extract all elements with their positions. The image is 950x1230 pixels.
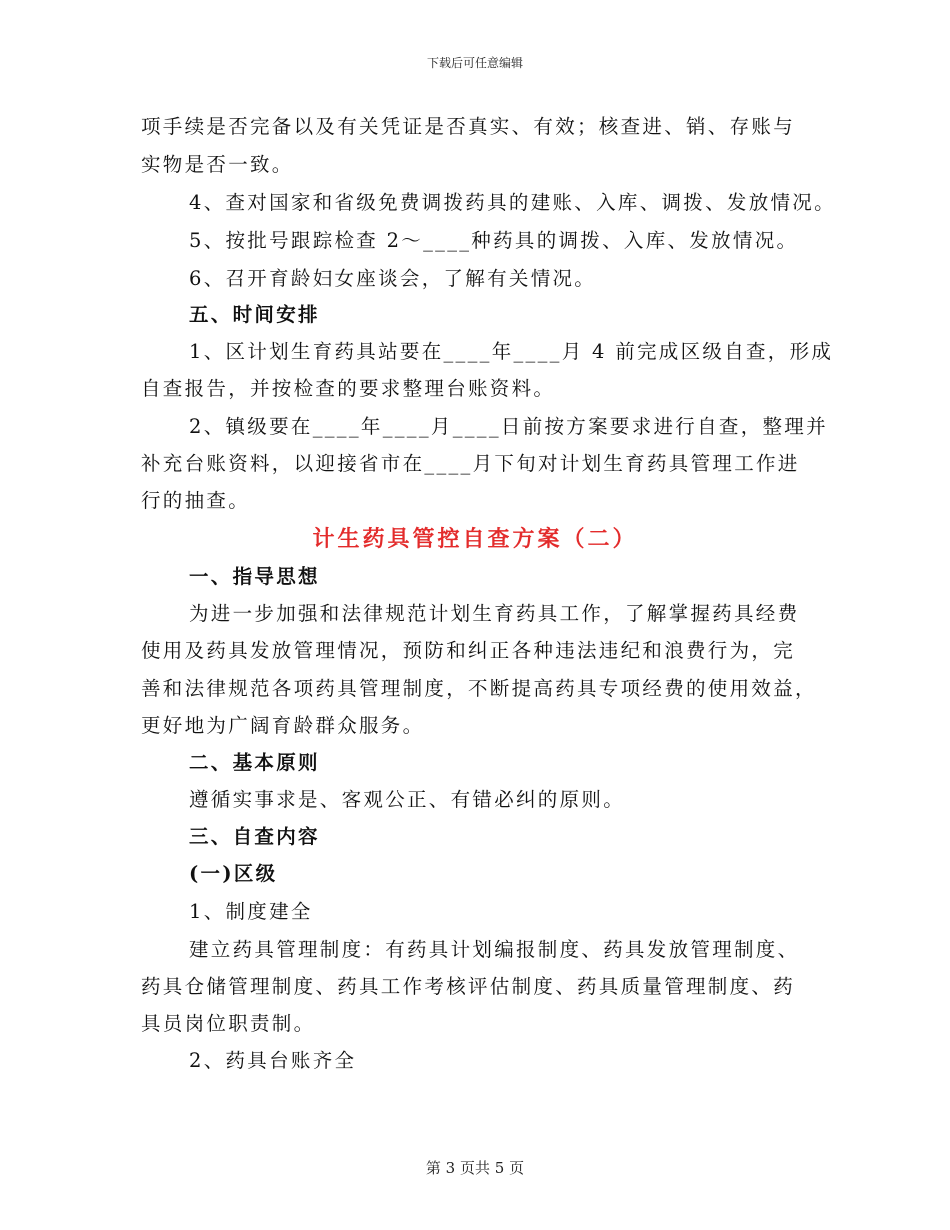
paragraph-line: 善和法律规范各项药具管理制度，不断提高药具专项经费的使用效益，	[141, 677, 817, 700]
paragraph-line: 更好地为广阔育龄群众服务。	[141, 714, 425, 737]
paragraph-line: 为进一步加强和法律规范计划生育药具工作，了解掌握药具经费	[189, 602, 800, 625]
list-item: 1、制度建全	[189, 900, 313, 923]
document-title: 计生药具管控自查方案（二）	[312, 526, 638, 552]
list-item: 4、查对国家和省级免费调拨药具的建账、入库、调拨、发放情况。	[189, 191, 836, 214]
paragraph-line: 自查报告，并按检查的要求整理台账资料。	[141, 377, 556, 400]
paragraph-line: 建立药具管理制度：有药具计划编报制度、药具发放管理制度、	[189, 938, 800, 961]
paragraph-line: 使用及药具发放管理情况，预防和纠正各种违法违纪和浪费行为，完	[141, 639, 796, 662]
paragraph-line: 行的抽查。	[141, 489, 251, 512]
section-heading: 五、时间安排	[189, 303, 320, 326]
paragraph-line: 药具仓储管理制度、药具工作考核评估制度、药具质量管理制度、药	[141, 975, 796, 998]
paragraph-line: 实物是否一致。	[141, 153, 294, 176]
subsection-heading: (一)区级	[189, 862, 278, 885]
page-header: 下载后可任意编辑	[426, 56, 523, 70]
page-footer: 第 3 页共 5 页	[425, 1159, 525, 1177]
list-item: 6、召开育龄妇女座谈会，了解有关情况。	[189, 267, 597, 290]
paragraph-line: 补充台账资料，以迎接省市在____月下旬对计划生育药具管理工作进	[141, 452, 800, 475]
section-heading: 二、基本原则	[189, 751, 320, 774]
list-item: 2、镇级要在____年____月____日前按方案要求进行自查，整理并	[189, 415, 828, 438]
section-heading: 三、自查内容	[189, 825, 320, 848]
list-item: 1、区计划生育药具站要在____年____月 4 前完成区级自查，形成	[189, 340, 834, 363]
paragraph-line: 具员岗位职责制。	[141, 1012, 316, 1035]
paragraph-line: 项手续是否完备以及有关凭证是否真实、有效；核查进、销、存账与	[141, 115, 796, 138]
section-heading: 一、指导思想	[189, 565, 320, 588]
list-item: 2、药具台账齐全	[189, 1049, 357, 1072]
list-item: 5、按批号跟踪检查 2～____种药具的调拨、入库、发放情况。	[189, 229, 799, 252]
paragraph-line: 遵循实事求是、客观公正、有错必纠的原则。	[189, 788, 626, 811]
